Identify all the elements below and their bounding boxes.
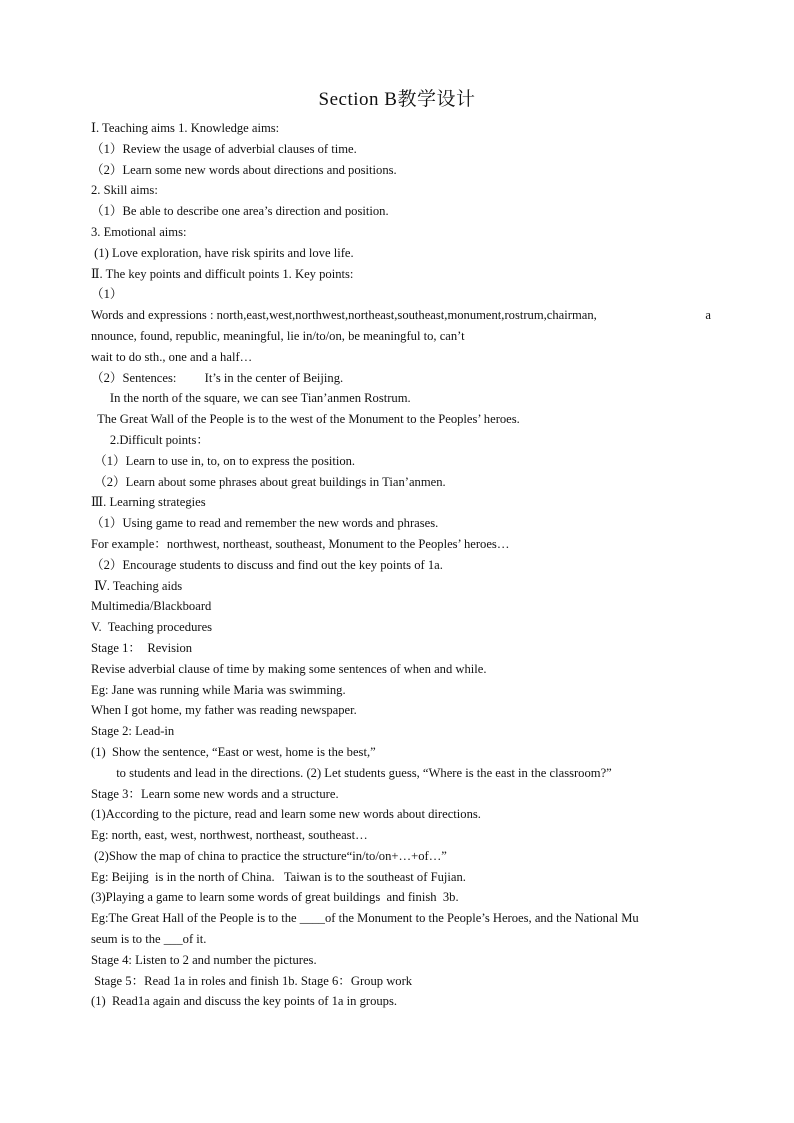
- text-line: The Great Wall of the People is to the west of the Monument to the Peoples’ heroes.: [91, 412, 520, 427]
- text-line: In the north of the square, we can see Tian’anmen Rostrum.: [91, 391, 411, 406]
- text-line: to students and lead in the directions. (2) Let students guess, “Where is the east in the classroom?”: [91, 765, 612, 780]
- text-line: Stage 1： Revision: [91, 640, 193, 655]
- text-line: Eg: Beijing is in the north of China. Taiwan is to the southeast of Fujian.: [91, 869, 466, 884]
- text-line: 2.Difficult points：: [91, 432, 210, 447]
- text-line: Ⅲ. Learning strategies: [91, 495, 206, 510]
- text-line: （2）Learn about some phrases about great buildings in Tian’anmen.: [91, 474, 446, 489]
- text-line: nnounce, found, republic, meaningful, lie in/to/on, be meaningful to, can’t: [91, 328, 465, 343]
- text-line: 3. Emotional aims:: [91, 224, 187, 239]
- text-line: Revise adverbial clause of time by making some sentences of when and while.: [91, 661, 487, 676]
- text-line: (1)According to the picture, read and learn some new words about directions.: [91, 807, 481, 822]
- text-line: For example：northwest, northeast, southeast, Monument to the Peoples’ heroes…: [91, 536, 510, 551]
- text-line: （1）Using game to read and remember the new words and phrases.: [91, 516, 439, 531]
- text-line: Eg: north, east, west, northwest, northeast, southeast…: [91, 828, 368, 843]
- text-line: （1）Review the usage of adverbial clauses of time.: [91, 141, 357, 156]
- text-line: (1) Show the sentence, “East or west, home is the best,”: [91, 744, 376, 759]
- text-line: Eg:The Great Hall of the People is to the ____of the Monument to the People’s Heroes, and the National Mu: [91, 911, 639, 926]
- text-line: (1) Love exploration, have risk spirits and love life.: [91, 245, 354, 260]
- text-line: V. Teaching procedures: [91, 620, 213, 635]
- text-line: Stage 4: Listen to 2 and number the pictures.: [91, 952, 317, 967]
- text-segment: Words and expressions : north,east,west,northwest,northeast,southeast,monument,rostrum,chairman,: [91, 308, 597, 323]
- text-line: （2）Encourage students to discuss and find out the key points of 1a.: [91, 557, 443, 572]
- text-line: Stage 2: Lead-in: [91, 724, 175, 739]
- document-body: [91, 118, 711, 1012]
- text-line: Ⅱ. The key points and difficult points 1. Key points:: [91, 266, 354, 281]
- text-segment: a: [705, 308, 711, 323]
- text-line: Ⅳ. Teaching aids: [91, 578, 183, 593]
- text-line: （1）Learn to use in, to, on to express the position.: [91, 453, 356, 468]
- text-line: When I got home, my father was reading newspaper.: [91, 703, 357, 718]
- text-line: 2. Skill aims:: [91, 183, 158, 198]
- text-line: Stage 3：Learn some new words and a structure.: [91, 786, 339, 801]
- text-line: seum is to the ___of it.: [91, 932, 207, 947]
- text-line: （2）Sentences: It’s in the center of Beijing.: [91, 370, 344, 385]
- text-line-justified: [91, 305, 711, 326]
- text-line: wait to do sth., one and a half…: [91, 349, 253, 364]
- text-line: (1) Read1a again and discuss the key points of 1a in groups.: [91, 994, 398, 1009]
- text-line: Ⅰ. Teaching aims 1. Knowledge aims:: [91, 121, 280, 135]
- text-line: (3)Playing a game to learn some words of great buildings and finish 3b.: [91, 890, 459, 905]
- text-line: （1）: [91, 287, 123, 302]
- text-line: （1）Be able to describe one area’s direction and position.: [91, 204, 389, 219]
- text-line: （2）Learn some new words about directions and positions.: [91, 162, 397, 177]
- page-title: Section B教学设计: [318, 89, 476, 110]
- text-line: (2)Show the map of china to practice the structure“in/to/on+…+of…”: [91, 848, 447, 863]
- text-line: Stage 5：Read 1a in roles and finish 1b. Stage 6：Group work: [91, 973, 413, 988]
- text-line: Multimedia/Blackboard: [91, 599, 212, 614]
- text-line: Eg: Jane was running while Maria was swimming.: [91, 682, 346, 697]
